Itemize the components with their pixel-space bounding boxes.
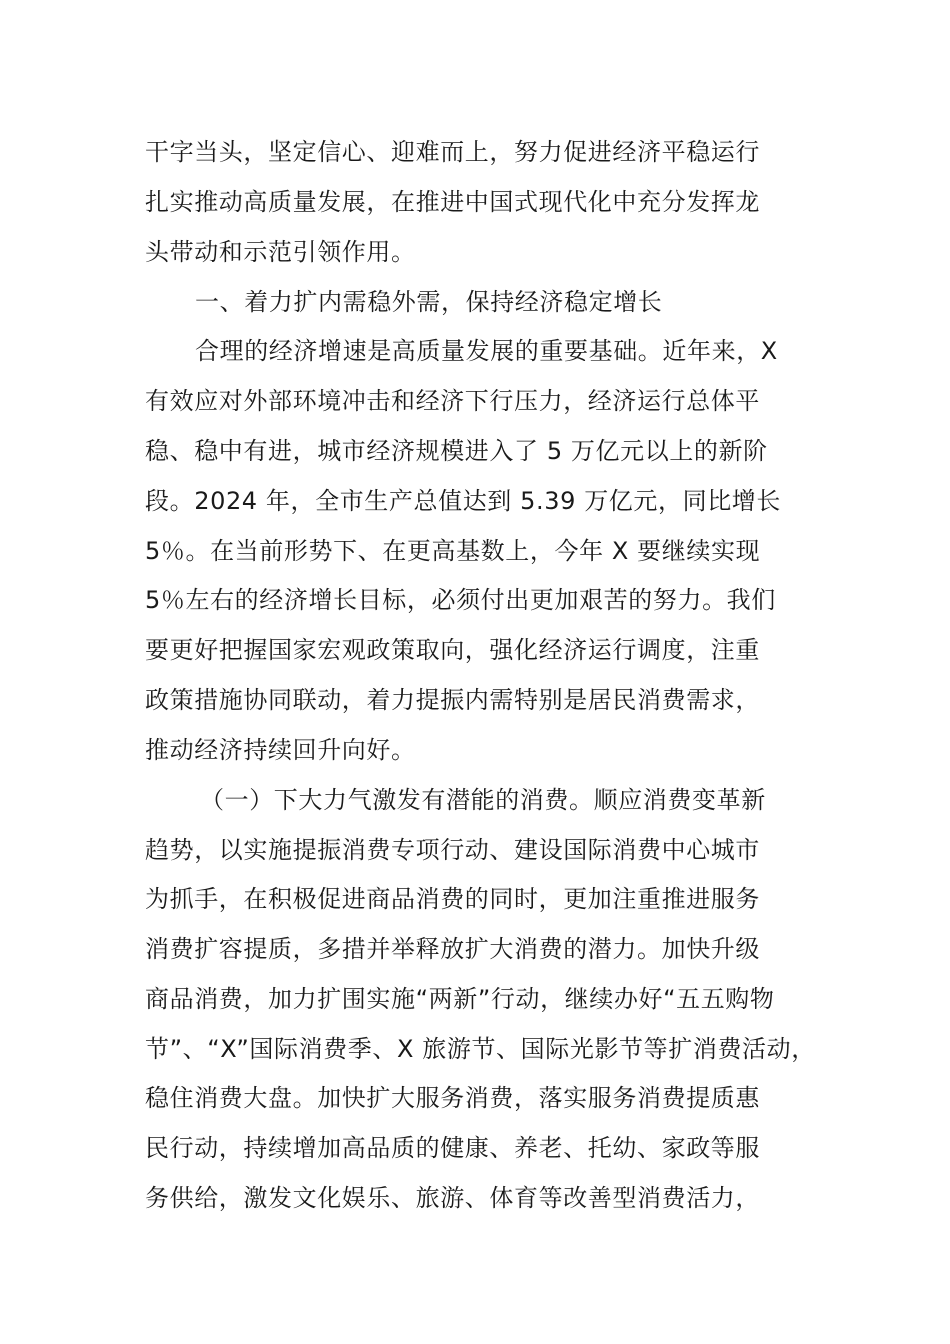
section-heading: 一、着力扩内需稳外需，保持经济稳定增长 <box>195 288 663 316</box>
text-line: 要更好把握国家宏观政策取向，强化经济运行调度，注重 <box>145 636 760 664</box>
text-line: 商品消费，加力扩围实施“两新”行动，继续办好“五五购物 <box>145 985 775 1013</box>
text-line: 民行动，持续增加高品质的健康、养老、托幼、家政等服 <box>145 1134 760 1162</box>
text-line: 节”、“X”国际消费季、X 旅游节、国际光影节等扩消费活动， <box>145 1035 816 1063</box>
text-line: 5％。在当前形势下、在更高基数上，今年 X 要继续实现 <box>145 537 761 565</box>
text-line: 干字当头，坚定信心、迎难而上，努力促进经济平稳运行 <box>145 138 760 166</box>
text-line: 有效应对外部环境冲击和经济下行压力，经济运行总体平 <box>145 387 760 415</box>
paragraph-first-line: 合理的经济增速是高质量发展的重要基础。近年来，X <box>195 337 778 365</box>
text-line: 扎实推动高质量发展，在推进中国式现代化中充分发挥龙 <box>145 188 760 216</box>
subsection-heading: （一）下大力气激发有潜能的消费。顺应消费变革新 <box>200 786 766 814</box>
text-line: 头带动和示范引领作用。 <box>145 238 416 266</box>
text-line: 5％左右的经济增长目标，必须付出更加艰苦的努力。我们 <box>145 586 776 614</box>
text-line: 政策措施协同联动，着力提振内需特别是居民消费需求， <box>145 686 760 714</box>
text-line: 推动经济持续回升向好。 <box>145 736 416 764</box>
text-line: 为抓手，在积极促进商品消费的同时，更加注重推进服务 <box>145 885 760 913</box>
text-line: 务供给，激发文化娱乐、旅游、体育等改善型消费活力， <box>145 1184 760 1212</box>
text-line: 消费扩容提质，多措并举释放扩大消费的潜力。加快升级 <box>145 935 760 963</box>
text-line: 段。2024 年，全市生产总值达到 5.39 万亿元，同比增长 <box>145 487 782 515</box>
text-line: 稳住消费大盘。加快扩大服务消费，落实服务消费提质惠 <box>145 1084 760 1112</box>
text-line: 趋势，以实施提振消费专项行动、建设国际消费中心城市 <box>145 836 760 864</box>
text-line: 稳、稳中有进，城市经济规模进入了 5 万亿元以上的新阶 <box>145 437 768 465</box>
